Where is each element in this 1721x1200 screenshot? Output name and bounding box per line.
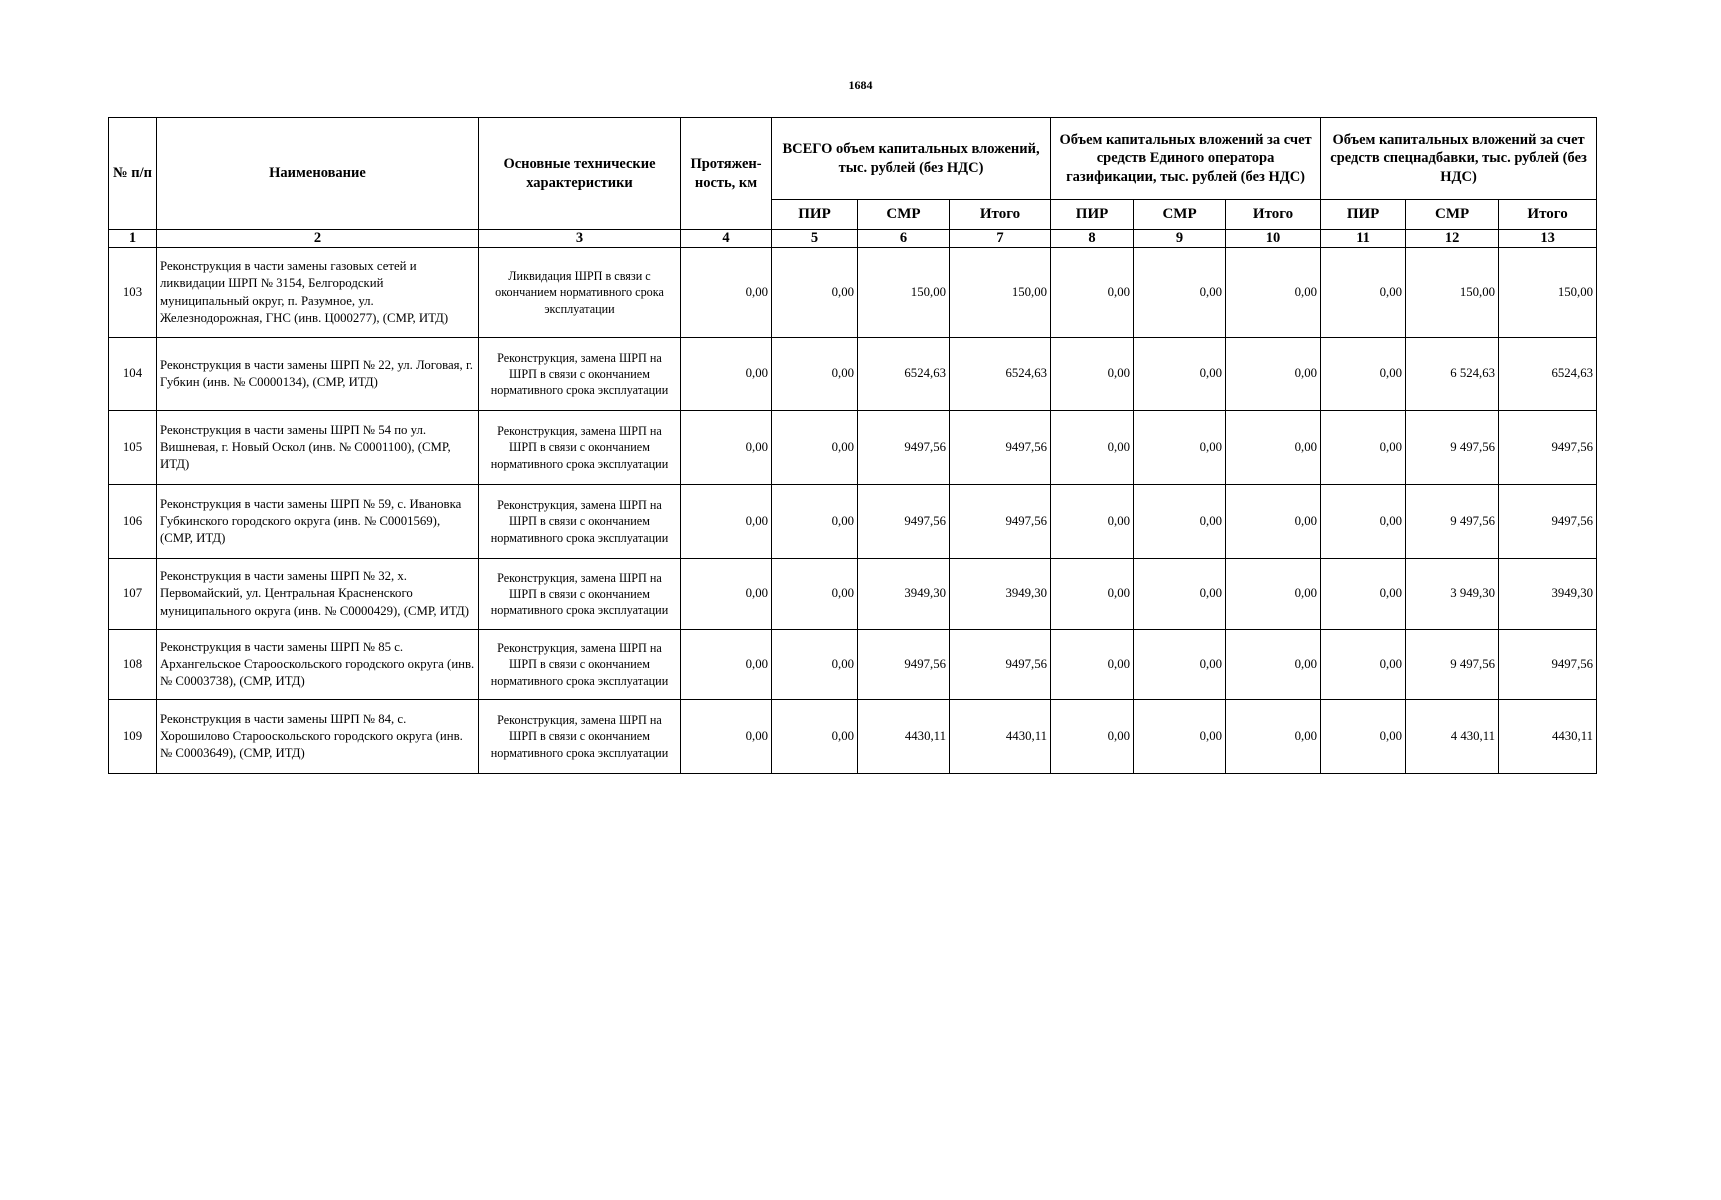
header-special-group: Объем капитальных вложений за счет средств спецнадбавки, тыс. рублей (без НДС) — [1321, 118, 1597, 200]
header-tech: Основные технические характеристики — [479, 118, 681, 230]
row-operator-smr: 0,00 — [1134, 485, 1226, 559]
row-operator-itogo: 0,00 — [1226, 559, 1321, 630]
column-number: 5 — [772, 230, 858, 248]
row-special-pir: 0,00 — [1321, 248, 1406, 338]
row-number: 104 — [109, 338, 157, 411]
column-number: 2 — [157, 230, 479, 248]
row-length: 0,00 — [681, 485, 772, 559]
row-tech: Реконструкция, замена ШРП на ШРП в связи с окончанием нормативного срока эксплуатации — [479, 700, 681, 774]
row-operator-pir: 0,00 — [1051, 411, 1134, 485]
column-number: 9 — [1134, 230, 1226, 248]
row-tech: Реконструкция, замена ШРП на ШРП в связи с окончанием нормативного срока эксплуатации — [479, 338, 681, 411]
row-operator-itogo: 0,00 — [1226, 700, 1321, 774]
row-total-pir: 0,00 — [772, 248, 858, 338]
row-total-smr: 150,00 — [858, 248, 950, 338]
header-total-group: ВСЕГО объем капитальных вложений, тыс. рублей (без НДС) — [772, 118, 1051, 200]
row-total-pir: 0,00 — [772, 338, 858, 411]
header-total-smr: СМР — [858, 200, 950, 230]
row-length: 0,00 — [681, 700, 772, 774]
row-special-pir: 0,00 — [1321, 338, 1406, 411]
row-operator-pir: 0,00 — [1051, 248, 1134, 338]
column-number: 1 — [109, 230, 157, 248]
column-number: 4 — [681, 230, 772, 248]
row-length: 0,00 — [681, 338, 772, 411]
row-total-smr: 9497,56 — [858, 411, 950, 485]
row-special-pir: 0,00 — [1321, 411, 1406, 485]
header-special-pir: ПИР — [1321, 200, 1406, 230]
header-special-itogo: Итого — [1499, 200, 1597, 230]
header-operator-group: Объем капитальных вложений за счет средств Единого оператора газификации, тыс. рублей (без НДС) — [1051, 118, 1321, 200]
row-tech: Реконструкция, замена ШРП на ШРП в связи с окончанием нормативного срока эксплуатации — [479, 411, 681, 485]
row-total-smr: 4430,11 — [858, 700, 950, 774]
row-number: 108 — [109, 630, 157, 700]
row-special-itogo: 150,00 — [1499, 248, 1597, 338]
row-name: Реконструкция в части замены газовых сетей и ликвидации ШРП № 3154, Белгородский муниципальный округ, п. Разумное, ул. Железнодорожная, ГНС (инв. Ц000277), (СМР, ИТД) — [157, 248, 479, 338]
header-total-itogo: Итого — [950, 200, 1051, 230]
header-length: Протяжен-ность, км — [681, 118, 772, 230]
row-name: Реконструкция в части замены ШРП № 85 с. Архангельское Старооскольского городского округа (инв. № С0003738), (СМР, ИТД) — [157, 630, 479, 700]
column-number: 6 — [858, 230, 950, 248]
row-operator-smr: 0,00 — [1134, 630, 1226, 700]
column-number: 10 — [1226, 230, 1321, 248]
header-total-pir: ПИР — [772, 200, 858, 230]
table-row — [109, 700, 1597, 774]
table-row — [109, 559, 1597, 630]
row-operator-smr: 0,00 — [1134, 411, 1226, 485]
investment-table — [108, 117, 1597, 774]
row-total-pir: 0,00 — [772, 700, 858, 774]
column-number: 13 — [1499, 230, 1597, 248]
row-special-smr: 9 497,56 — [1406, 411, 1499, 485]
row-number: 109 — [109, 700, 157, 774]
row-length: 0,00 — [681, 248, 772, 338]
row-operator-itogo: 0,00 — [1226, 411, 1321, 485]
row-operator-pir: 0,00 — [1051, 485, 1134, 559]
row-special-itogo: 9497,56 — [1499, 485, 1597, 559]
row-total-pir: 0,00 — [772, 411, 858, 485]
header-name: Наименование — [157, 118, 479, 230]
table-row — [109, 248, 1597, 338]
row-total-itogo: 150,00 — [950, 248, 1051, 338]
table-row — [109, 485, 1597, 559]
row-operator-pir: 0,00 — [1051, 559, 1134, 630]
row-special-smr: 9 497,56 — [1406, 630, 1499, 700]
row-number: 103 — [109, 248, 157, 338]
row-number: 106 — [109, 485, 157, 559]
row-operator-pir: 0,00 — [1051, 630, 1134, 700]
row-operator-smr: 0,00 — [1134, 338, 1226, 411]
row-operator-smr: 0,00 — [1134, 248, 1226, 338]
row-tech: Реконструкция, замена ШРП на ШРП в связи с окончанием нормативного срока эксплуатации — [479, 559, 681, 630]
row-name: Реконструкция в части замены ШРП № 22, ул. Логовая, г. Губкин (инв. № С0000134), (СМР, ИТД) — [157, 338, 479, 411]
table-row — [109, 630, 1597, 700]
column-number: 7 — [950, 230, 1051, 248]
row-special-pir: 0,00 — [1321, 485, 1406, 559]
header-operator-smr: СМР — [1134, 200, 1226, 230]
row-number: 107 — [109, 559, 157, 630]
row-length: 0,00 — [681, 630, 772, 700]
row-special-itogo: 9497,56 — [1499, 630, 1597, 700]
row-operator-itogo: 0,00 — [1226, 485, 1321, 559]
column-number-row — [109, 230, 1597, 248]
row-total-itogo: 9497,56 — [950, 411, 1051, 485]
row-total-itogo: 4430,11 — [950, 700, 1051, 774]
row-special-itogo: 6524,63 — [1499, 338, 1597, 411]
row-operator-smr: 0,00 — [1134, 559, 1226, 630]
row-special-smr: 150,00 — [1406, 248, 1499, 338]
header-operator-pir: ПИР — [1051, 200, 1134, 230]
table-row — [109, 411, 1597, 485]
column-number: 12 — [1406, 230, 1499, 248]
row-special-pir: 0,00 — [1321, 630, 1406, 700]
row-tech: Ликвидация ШРП в связи с окончанием нормативного срока эксплуатации — [479, 248, 681, 338]
row-total-pir: 0,00 — [772, 485, 858, 559]
row-operator-itogo: 0,00 — [1226, 248, 1321, 338]
row-special-itogo: 4430,11 — [1499, 700, 1597, 774]
row-name: Реконструкция в части замены ШРП № 32, х. Первомайский, ул. Центральная Красненского муниципального округа (инв. № С0000429), (СМР, ИТД) — [157, 559, 479, 630]
row-total-itogo: 3949,30 — [950, 559, 1051, 630]
row-total-smr: 9497,56 — [858, 630, 950, 700]
column-number: 8 — [1051, 230, 1134, 248]
row-special-pir: 0,00 — [1321, 559, 1406, 630]
row-operator-smr: 0,00 — [1134, 700, 1226, 774]
row-special-smr: 4 430,11 — [1406, 700, 1499, 774]
row-number: 105 — [109, 411, 157, 485]
row-name: Реконструкция в части замены ШРП № 59, с. Ивановка Губкинского городского округа (инв. № С0001569), (СМР, ИТД) — [157, 485, 479, 559]
row-special-pir: 0,00 — [1321, 700, 1406, 774]
row-tech: Реконструкция, замена ШРП на ШРП в связи с окончанием нормативного срока эксплуатации — [479, 485, 681, 559]
table-row — [109, 338, 1597, 411]
column-number: 11 — [1321, 230, 1406, 248]
row-length: 0,00 — [681, 559, 772, 630]
row-total-pir: 0,00 — [772, 559, 858, 630]
row-total-smr: 6524,63 — [858, 338, 950, 411]
row-name: Реконструкция в части замены ШРП № 54 по ул. Вишневая, г. Новый Оскол (инв. № С0001100), (СМР, ИТД) — [157, 411, 479, 485]
row-total-itogo: 6524,63 — [950, 338, 1051, 411]
row-operator-itogo: 0,00 — [1226, 338, 1321, 411]
header-num: № п/п — [109, 118, 157, 230]
row-operator-pir: 0,00 — [1051, 338, 1134, 411]
row-operator-pir: 0,00 — [1051, 700, 1134, 774]
row-total-pir: 0,00 — [772, 630, 858, 700]
page-number: 1684 — [848, 78, 873, 92]
row-length: 0,00 — [681, 411, 772, 485]
row-special-smr: 6 524,63 — [1406, 338, 1499, 411]
row-special-itogo: 9497,56 — [1499, 411, 1597, 485]
row-total-itogo: 9497,56 — [950, 485, 1051, 559]
header-special-smr: СМР — [1406, 200, 1499, 230]
row-total-smr: 9497,56 — [858, 485, 950, 559]
header-operator-itogo: Итого — [1226, 200, 1321, 230]
row-special-smr: 9 497,56 — [1406, 485, 1499, 559]
row-total-smr: 3949,30 — [858, 559, 950, 630]
row-operator-itogo: 0,00 — [1226, 630, 1321, 700]
column-number: 3 — [479, 230, 681, 248]
row-special-itogo: 3949,30 — [1499, 559, 1597, 630]
row-special-smr: 3 949,30 — [1406, 559, 1499, 630]
row-tech: Реконструкция, замена ШРП на ШРП в связи с окончанием нормативного срока эксплуатации — [479, 630, 681, 700]
row-total-itogo: 9497,56 — [950, 630, 1051, 700]
row-name: Реконструкция в части замены ШРП № 84, с. Хорошилово Старооскольского городского округа (инв. № С0003649), (СМР, ИТД) — [157, 700, 479, 774]
